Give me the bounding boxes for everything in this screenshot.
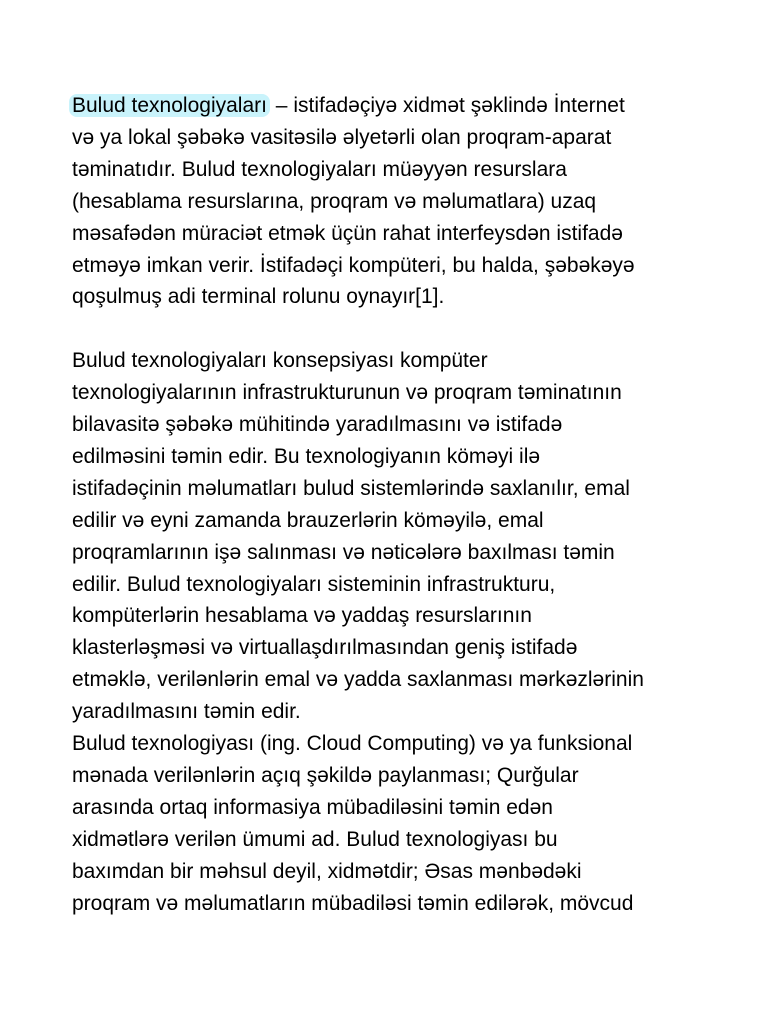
paragraph-line: texnologiyalarının infrastrukturunun və proqram təminatının [72, 381, 622, 405]
paragraph-line: etməyə imkan verir. İstifadəçi kompüteri, bu halda, şəbəkəyə [72, 253, 635, 277]
paragraph-line: Bulud texnologiyaları konsepsiyası kompüter [72, 349, 488, 373]
paragraph-2 [72, 345, 728, 728]
paragraph-line: baxımdan bir məhsul deyil, xidmətdir; Əsas mənbədəki [72, 859, 582, 883]
paragraph-line: və ya lokal şəbəkə vasitəsilə əlyetərli olan proqram-aparat [72, 125, 612, 149]
paragraph-line: (hesablama resurslarına, proqram və məlumatlara) uzaq [72, 189, 597, 213]
paragraph-line: arasında ortaq informasiya mübadiləsini təmin edən [72, 795, 553, 819]
paragraph-line: bilavasitə şəbəkə mühitində yaradılmasını və istifadə [72, 413, 563, 437]
paragraph-line: Bulud texnologiyası (ing. Cloud Computing) və ya funksional [72, 732, 633, 756]
paragraph-line: təminatıdır. Bulud texnologiyaları müəyyən resurslara [72, 157, 567, 181]
paragraph-line [72, 90, 728, 122]
paragraph-text: – istifadəçiyə xidmət şəklində İnternet [269, 94, 625, 117]
paragraph-line: edilməsini təmin edir. Bu texnologiyanın köməyi ilə [72, 444, 541, 468]
paragraph-line: qoşulmuş adi terminal rolunu oynayır[1]. [72, 285, 445, 309]
paragraph-line: proqramlarının işə salınması və nəticələrə baxılması təmin [72, 540, 615, 564]
paragraph-line: kompüterlərin hesablama və yaddaş resurslarının [72, 604, 532, 628]
paragraph-line: etməklə, verilənlərin emal və yadda saxlanması mərkəzlərinin [72, 668, 644, 692]
paragraph-3 [72, 728, 728, 919]
paragraph-line: istifadəçinin məlumatları bulud sistemlərində saxlanılır, emal [72, 476, 630, 500]
paragraph-line: mənada verilənlərin açıq şəkildə paylanması; Qurğular [72, 764, 579, 788]
paragraph-1 [72, 90, 728, 313]
paragraph-line: edilir və eyni zamanda brauzerlərin köməyilə, emal [72, 508, 544, 532]
paragraph-line: xidmətlərə verilən ümumi ad. Bulud texnologiyası bu [72, 827, 558, 851]
paragraph-line: məsafədən müraciət etmək üçün rahat interfeysdən istifadə [72, 221, 623, 245]
paragraph-line: proqram və məlumatların mübadiləsi təmin edilərək, mövcud [72, 891, 634, 915]
paragraph-spacer [72, 313, 728, 345]
highlighted-term: Bulud texnologiyaları [69, 94, 270, 117]
paragraph-line: yaradılmasını təmin edir. [72, 700, 301, 724]
paragraph-line: edilir. Bulud texnologiyaları sisteminin infrastrukturu, [72, 572, 556, 596]
paragraph-line: klasterləşməsi və virtuallaşdırılmasından geniş istifadə [72, 636, 578, 660]
